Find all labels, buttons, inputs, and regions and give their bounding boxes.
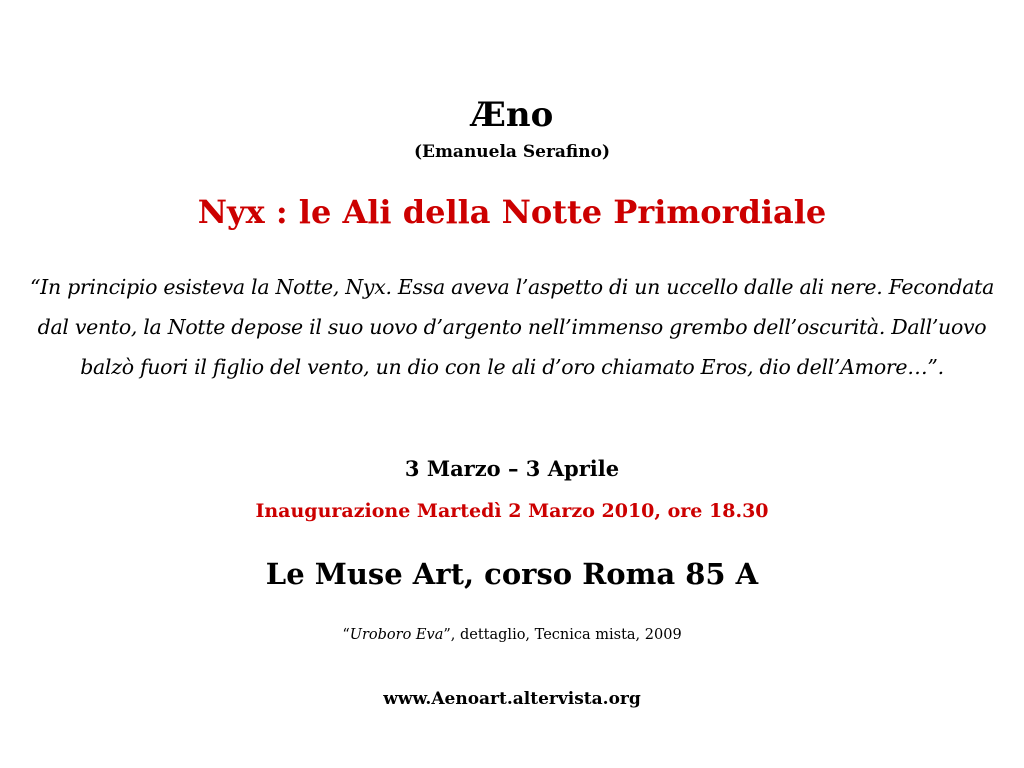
website-url[interactable]: www.Aenoart.altervista.org: [383, 689, 641, 709]
caption-close-quote: ”: [443, 627, 451, 643]
artwork-title: Uroboro Eva: [349, 627, 444, 643]
artist-real-name: (Emanuela Serafino): [413, 142, 611, 162]
venue-address: Le Muse Art, corso Roma 85 A: [265, 557, 759, 591]
artwork-caption: [0, 624, 1024, 646]
exhibition-title: Nyx : le Ali della Notte Primordiale: [197, 193, 827, 231]
caption-open-quote: “: [342, 627, 350, 643]
artist-name: Æno: [470, 95, 554, 135]
mythology-quote: “In principio esisteva la Notte, Nyx. Essa aveva l’aspetto di un uccello dalle ali nere. Fecondata dal vento, la Notte depose il suo uovo d’argento nell’immenso grembo dell’oscurità. Dall’uovo balzò fuori il figlio del vento, un dio con le ali d’oro chiamato Eros, dio dell’Amore…”.: [29, 275, 994, 379]
exhibition-dates: 3 Marzo – 3 Aprile: [404, 456, 620, 481]
opening-info: Inaugurazione Martedì 2 Marzo 2010, ore 18.30: [255, 500, 769, 522]
artwork-details: , dettaglio, Tecnica mista, 2009: [450, 627, 682, 643]
